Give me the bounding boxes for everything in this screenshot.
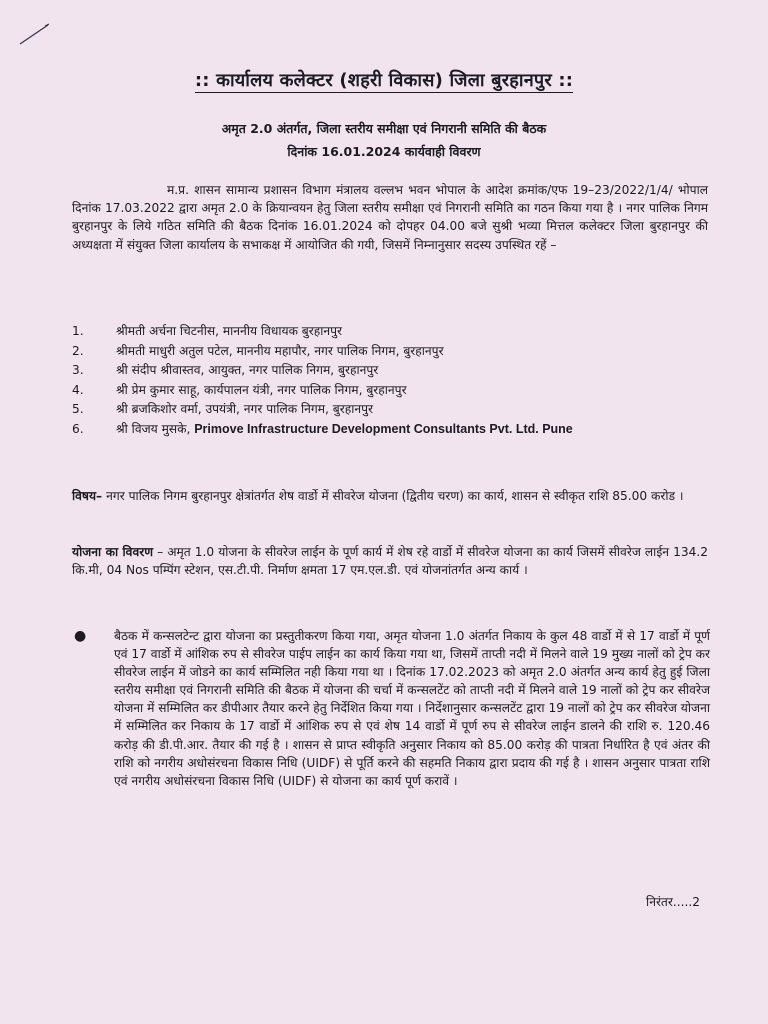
member-text: श्रीमती अर्चना चिटनीस, माननीय विधायक बुरहानपुर bbox=[116, 324, 343, 338]
subject-text: नगर पालिक निगम बुरहानपुर क्षेत्रांतर्गत शेष वार्डो में सीवरेज योजना (द्वितीय चरण) का कार्य, शासन से स्वीकृत राशि 85.00 करोड । bbox=[106, 489, 684, 503]
member-number: 5. bbox=[72, 402, 84, 416]
plan-paragraph bbox=[72, 543, 708, 579]
intro-paragraph: म.प्र. शासन सामान्य प्रशासन विभाग मंत्रालय वल्लभ भवन भोपाल के आदेश क्रमांक/एफ 19–23/2022/1/4/ भोपाल दिनांक 17.03.2022 द्वारा अमृत 2.0 के क्रियान्वयन हेतु जिला स्तरीय समीक्षा एवं निगरानी समिति का गठन किया गया है । नगर पालिक निगम बुरहानपुर के लिये गठित समिति की बैठक दिनांक 16.01.2024 को दोपहर 04.00 बजे सुश्री भव्या मित्तल कलेक्टर जिला बुरहानपुर की अध्यक्षता में संयुक्त जिला कार्यालय के सभाकक्ष में आयोजित की गयी, जिसमें निम्नानुसार सदस्य उपस्थित रहें – bbox=[72, 183, 708, 252]
plan-label: योजना का विवरण bbox=[72, 545, 154, 559]
meeting-date-title: दिनांक 16.01.2024 कार्यवाही विवरण bbox=[287, 144, 481, 159]
member-text: श्री ब्रजकिशोर वर्मा, उपयंत्री, नगर पालिक निगम, बुरहानपुर bbox=[116, 402, 374, 416]
member-number: 3. bbox=[72, 363, 84, 377]
member-item bbox=[72, 342, 712, 362]
member-item bbox=[72, 420, 712, 440]
member-item bbox=[72, 400, 712, 420]
member-item bbox=[72, 381, 712, 401]
member-company: Primove Infrastructure Development Consultants Pvt. Ltd. Pune bbox=[194, 421, 573, 436]
member-text: श्रीमती माधुरी अतुल पटेल, माननीय महापौर, नगर पालिक निगम, बुरहानपुर bbox=[116, 343, 444, 358]
member-number: 6. bbox=[72, 421, 84, 436]
continued-marker: निरंतर.....2 bbox=[646, 895, 700, 909]
member-item bbox=[72, 322, 712, 342]
pen-stroke-mark bbox=[18, 22, 52, 46]
member-item bbox=[72, 361, 712, 381]
meeting-title: अमृत 2.0 अंतर्गत, जिला स्तरीय समीक्षा एवं निगरानी समिति की बैठक bbox=[221, 121, 547, 136]
member-number: 4. bbox=[72, 382, 84, 397]
member-text: श्री संदीप श्रीवास्तव, आयुक्त, नगर पालिक निगम, बुरहानपुर bbox=[116, 363, 379, 377]
member-text: श्री विजय मुसके, bbox=[116, 421, 195, 436]
bullet-dot-icon: ● bbox=[74, 628, 87, 644]
member-number: 2. bbox=[72, 343, 84, 358]
subject-block bbox=[72, 487, 708, 505]
discussion-text: बैठक में कन्सलटेन्ट द्वारा योजना का प्रस्तुतीकरण किया गया, अमृत योजना 1.0 अंतर्गत निकाय के कुल 48 वार्डो में से 17 वार्डो में पूर्ण एवं 17 वार्डो में आंशिक रुप से सीवरेज पाईप लाईन का कार्य किया गया था, जिसमें ताप्ती नदी में मिलने वाले 19 मुख्य नालों को ट्रेप कर सीवरेज लाईन में जोडने का कार्य सम्मिलित नही किया गया था । दिनांक 17.02.2023 को अमृत 2.0 अंतर्गत अन्य कार्य हेतु हुई जिला स्तरीय समीक्षा एवं निगरानी समिति की बैठक में योजना की चर्चा में कन्सलटेंट को ताप्ती नदी में मिलने वाले 19 नालों को ट्रेप कर सीवरेज योजना में सम्मिलित कर डीपीआर तैयार करने हेतु निर्देशित किया गया । निर्देशानुसार कन्सलटेंट द्वारा 19 नालों को ट्रेप कर सीवरेज योजना में सम्मिलित कर निकाय के 17 वार्डो में आंशिक रुप से एवं शेष 14 वार्डो में पूर्ण रुप से सीवरेज लाईन डालने की राशि रु. 120.46 करोड़ की डी.पी.आर. तैयार की गई है । शासन से प्राप्त स्वीकृति अनुसार निकाय को 85.00 करोड़ की पात्रता निर्धारित है एवं अंतर की राशि को नगरीय अधोसंरचना विकास निधि (UIDF) से पूर्ति करने की सहमति निकाय द्वारा प्रदाय की गई है । शासन अनुसार पात्रता राशि एवं नगरीय अधोसंरचना विकास निधि (UIDF) से योजना का कार्य पूर्ण करावें । bbox=[114, 629, 710, 788]
office-heading bbox=[0, 68, 768, 92]
office-heading-text: :: कार्यालय कलेक्टर (शहरी विकास) जिला बुरहानपुर :: bbox=[194, 70, 574, 91]
subject-label: विषय– bbox=[72, 489, 103, 503]
member-text: श्री प्रेम कुमार साहू, कार्यपालन यंत्री, नगर पालिक निगम, बुरहानपुर bbox=[116, 382, 407, 397]
member-number: 1. bbox=[72, 324, 84, 338]
plan-text: – अमृत 1.0 योजना के सीवरेज लाईन के पूर्ण कार्य में शेष रहे वार्डो में सीवरेज योजना का कार्य जिसमें सीवरेज लाईन 134.2 कि.मी, 04 Nos पम्पिंग स्टेशन, एस.टी.पी. निर्माण क्षमता 17 एम.एल.डी. एवं योजनांतर्गत अन्य कार्य । bbox=[72, 545, 708, 578]
members-list bbox=[72, 322, 712, 439]
